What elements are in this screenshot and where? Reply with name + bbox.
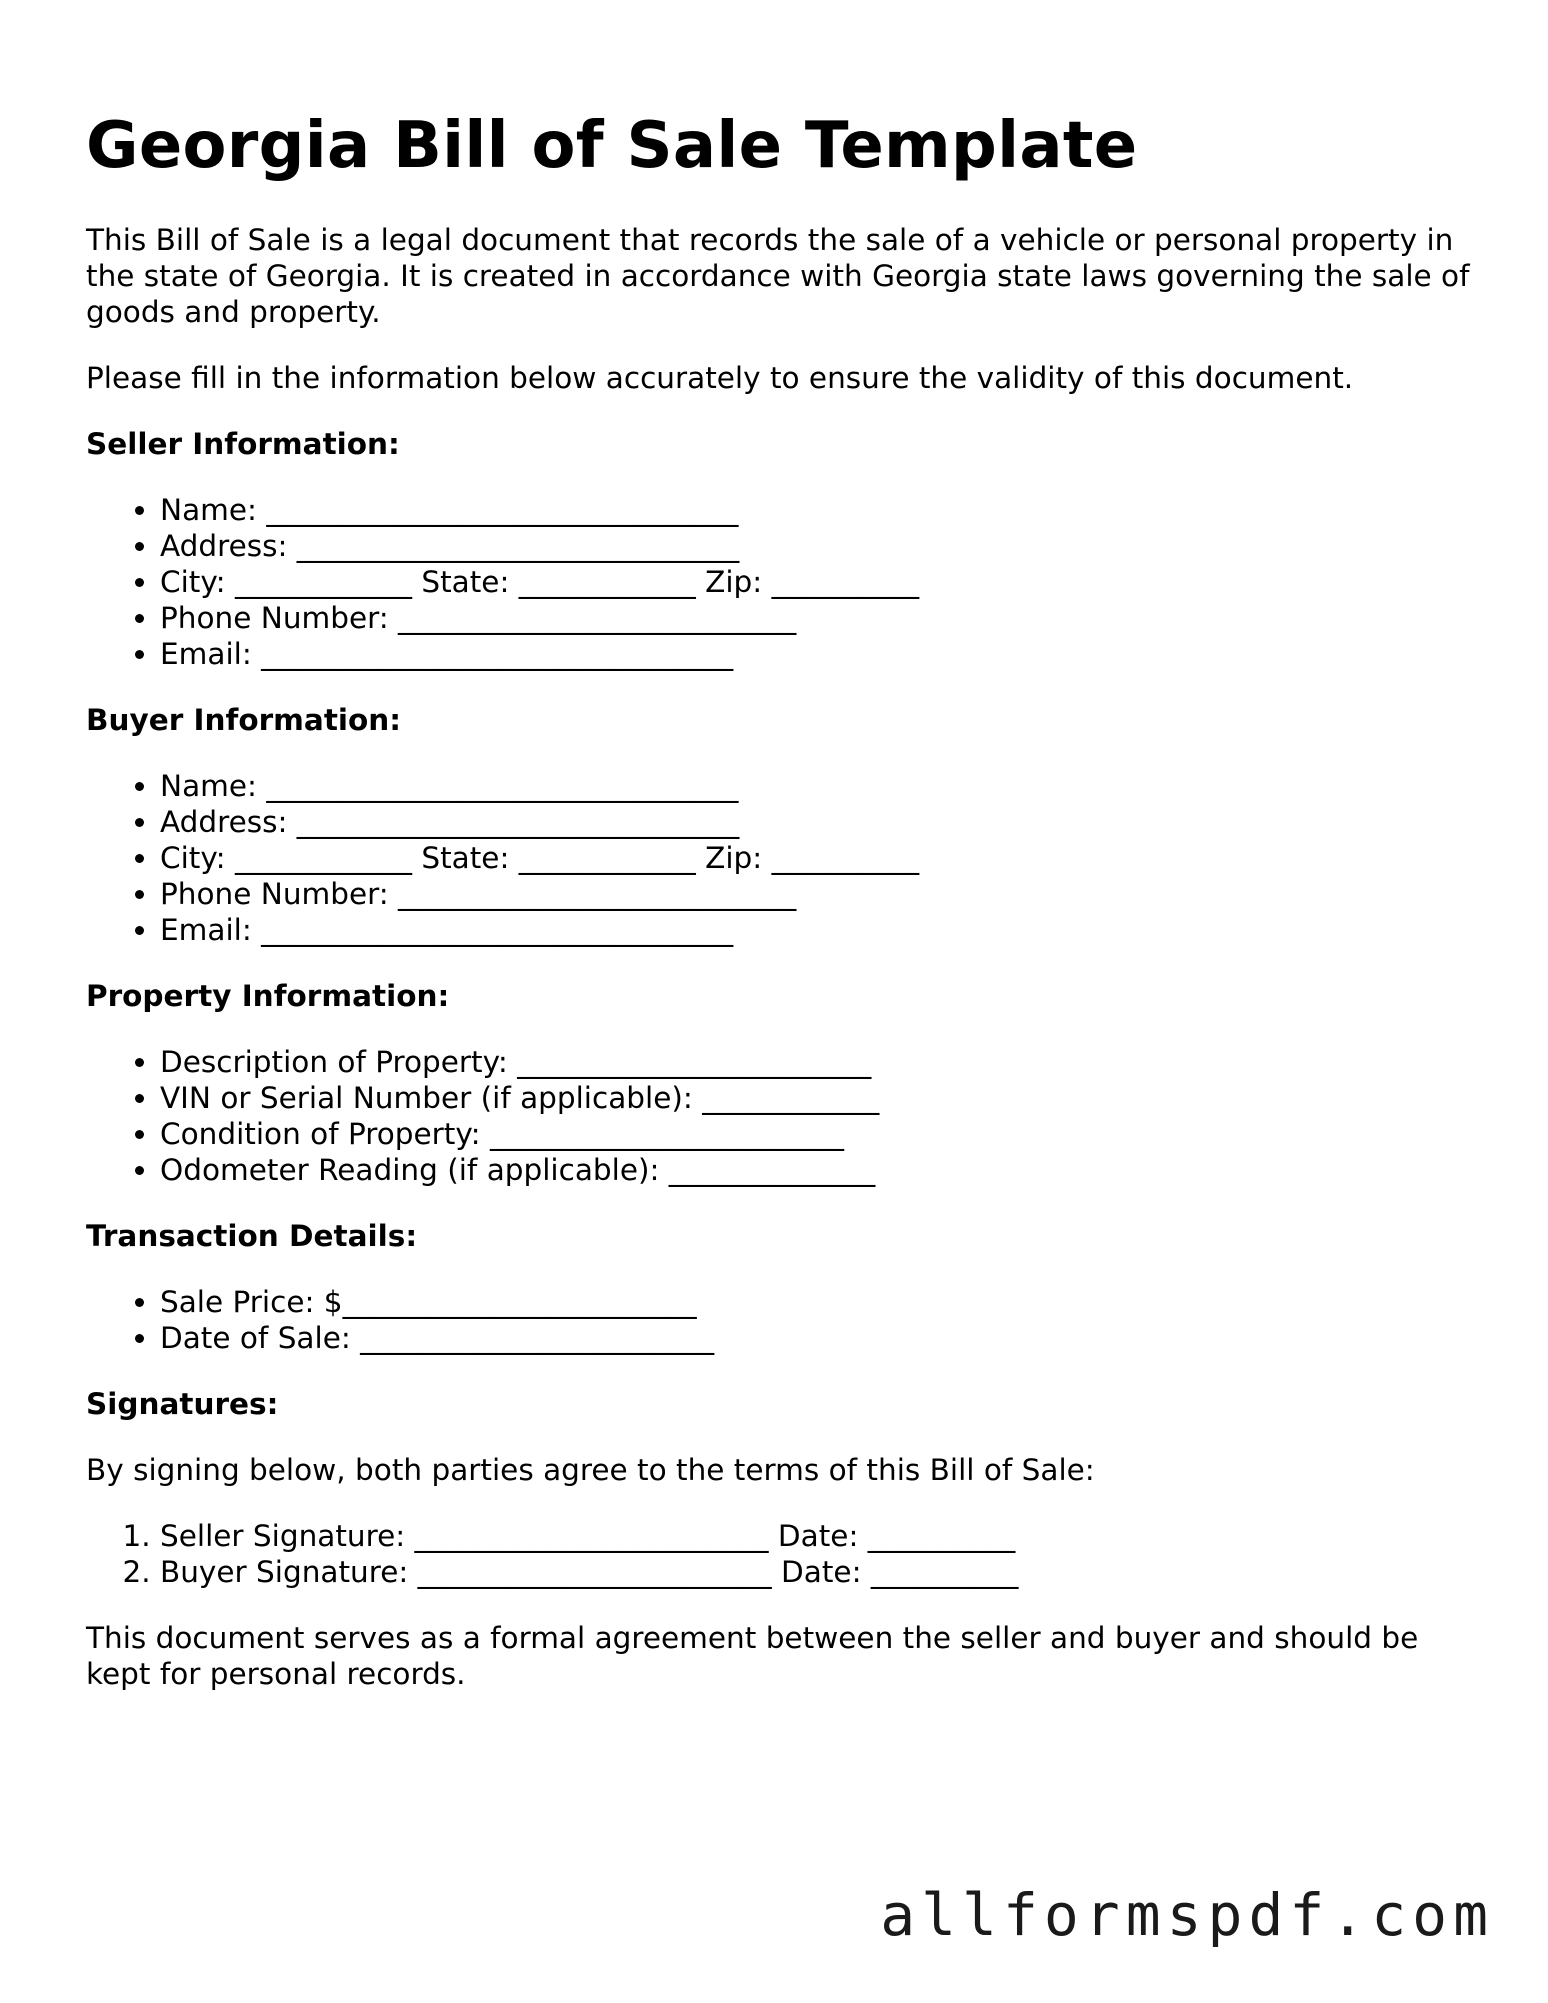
seller-email-field[interactable]: • Email: ________________________________ [160, 636, 1486, 672]
seller-city-state-zip-field[interactable]: • City: ____________ State: ____________ Zip: __________ [160, 564, 1486, 600]
seller-address-field[interactable]: • Address: ______________________________ [160, 528, 1486, 564]
property-description-field[interactable]: • Description of Property: ________________________ [160, 1044, 1486, 1080]
instruction-paragraph: Please fill in the information below accurately to ensure the validity of this document. [86, 361, 1354, 395]
property-condition-field[interactable]: • Condition of Property: ________________________ [160, 1116, 1486, 1152]
buyer-name-field[interactable]: • Name: ________________________________ [160, 768, 1486, 804]
property-heading: Property Information: [86, 979, 450, 1013]
buyer-list [86, 768, 1486, 948]
seller-signature-field[interactable]: 1. Seller Signature: ________________________ Date: __________ [160, 1518, 1486, 1554]
watermark-logo: allformspdf.com [880, 1881, 1494, 1949]
sale-price-field[interactable]: • Sale Price: $________________________ [160, 1284, 1486, 1320]
seller-phone-field[interactable]: • Phone Number: ___________________________ [160, 600, 1486, 636]
signatures-text: By signing below, both parties agree to the terms of this Bill of Sale: [86, 1453, 1095, 1487]
intro-paragraph: This Bill of Sale is a legal document that records the sale of a vehicle or personal property in the state of Georgia. It is created in accordance with Georgia state laws governing the sale of goods and property. [86, 223, 1470, 329]
property-list [86, 1044, 1486, 1188]
buyer-heading: Buyer Information: [86, 703, 402, 737]
document-title: Georgia Bill of Sale Template [86, 109, 1138, 183]
buyer-phone-field[interactable]: • Phone Number: ___________________________ [160, 876, 1486, 912]
transaction-heading: Transaction Details: [86, 1219, 418, 1253]
seller-list [86, 492, 1486, 672]
seller-heading: Seller Information: [86, 427, 400, 461]
property-odometer-field[interactable]: • Odometer Reading (if applicable): ______________ [160, 1152, 1486, 1188]
transaction-list [86, 1284, 1486, 1356]
buyer-signature-field[interactable]: 2. Buyer Signature: ________________________ Date: __________ [160, 1554, 1486, 1590]
document-page [86, 108, 1486, 1722]
closing-paragraph: This document serves as a formal agreement between the seller and buyer and should be kept for personal records. [86, 1621, 1419, 1691]
seller-name-field[interactable]: • Name: ________________________________ [160, 492, 1486, 528]
buyer-email-field[interactable]: • Email: ________________________________ [160, 912, 1486, 948]
signatures-list [86, 1518, 1486, 1590]
sale-date-field[interactable]: • Date of Sale: ________________________ [160, 1320, 1486, 1356]
buyer-city-state-zip-field[interactable]: • City: ____________ State: ____________ Zip: __________ [160, 840, 1486, 876]
signatures-heading: Signatures: [86, 1387, 279, 1421]
buyer-address-field[interactable]: • Address: ______________________________ [160, 804, 1486, 840]
property-vin-field[interactable]: • VIN or Serial Number (if applicable): ____________ [160, 1080, 1486, 1116]
